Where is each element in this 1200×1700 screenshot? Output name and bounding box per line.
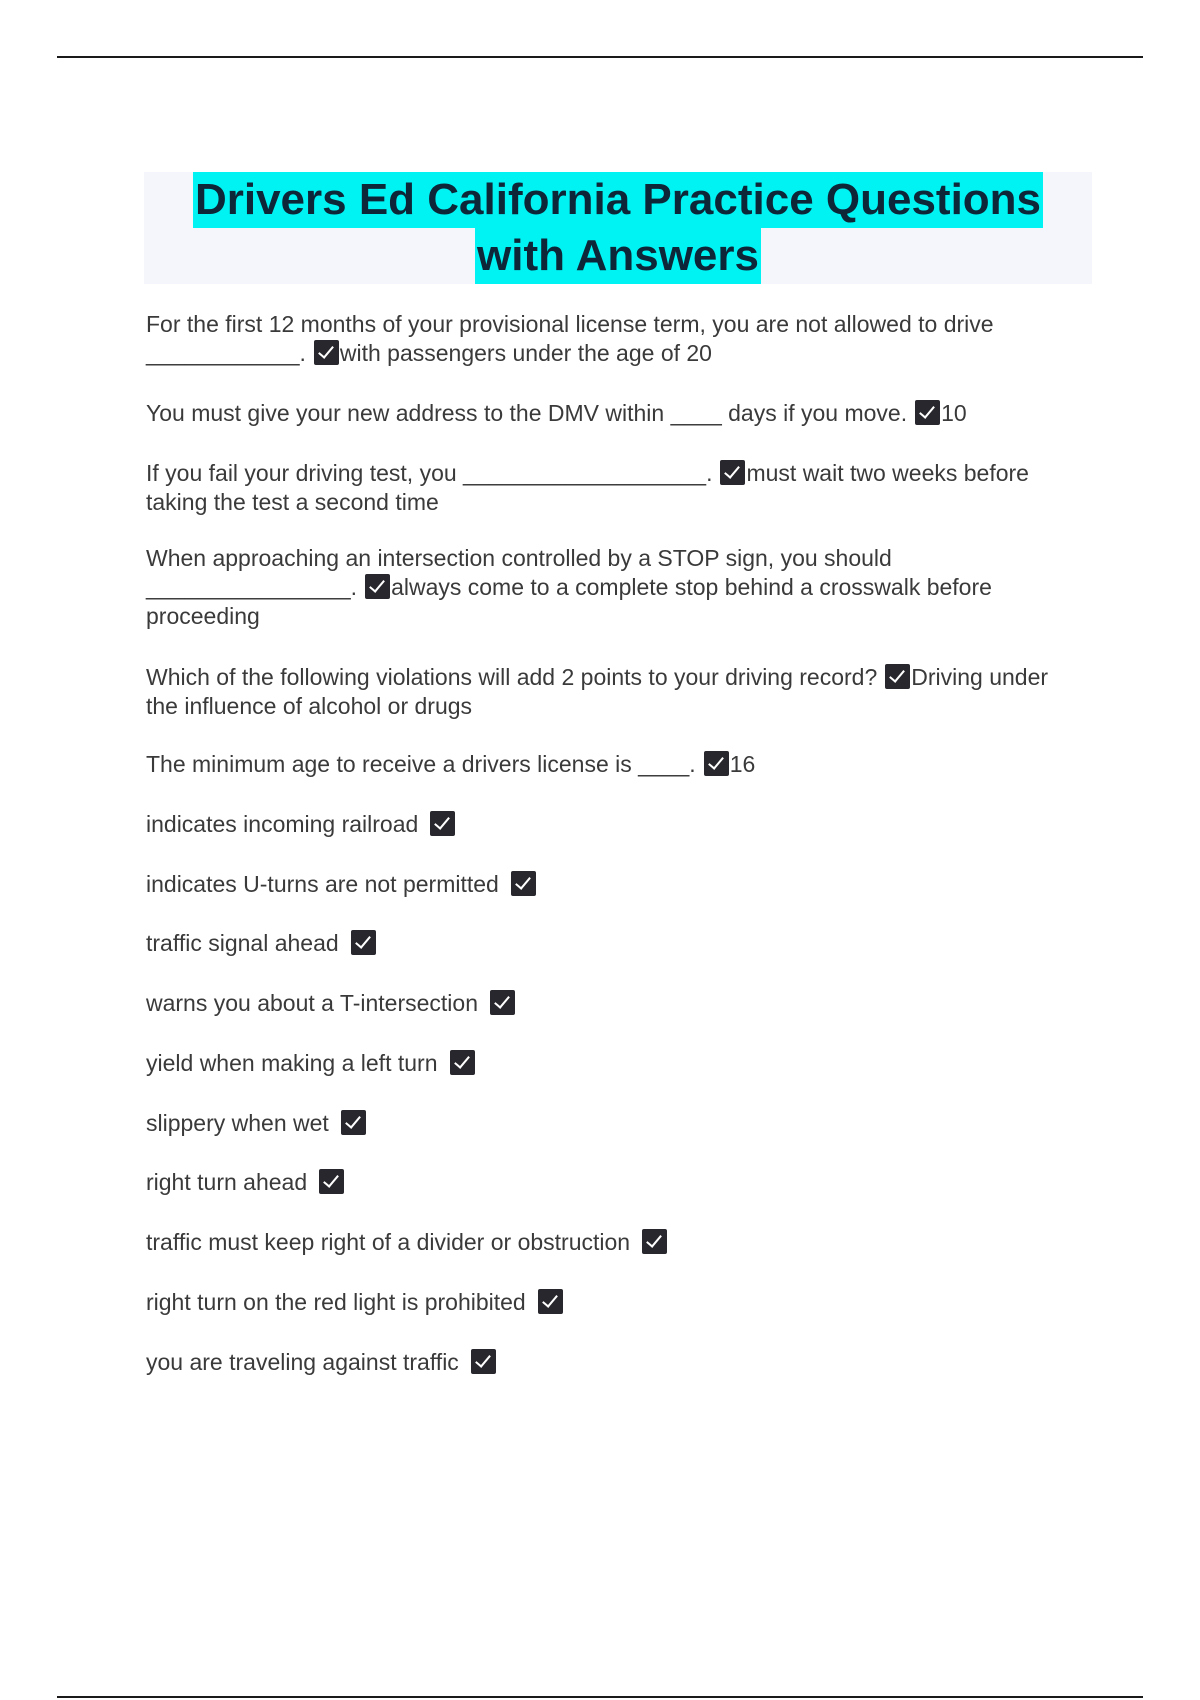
qa-item	[146, 459, 1086, 517]
checkbox-checked-icon	[450, 1050, 475, 1075]
checkbox-checked-icon	[885, 664, 910, 689]
question-text: you are traveling against traffic	[146, 1349, 459, 1375]
question-text: indicates incoming railroad	[146, 811, 419, 837]
question-text: yield when making a left turn	[146, 1050, 438, 1076]
checkbox-checked-icon	[341, 1110, 366, 1135]
checkbox-checked-icon	[365, 574, 390, 599]
checkbox-checked-icon	[430, 811, 455, 836]
checkbox-checked-icon	[538, 1289, 563, 1314]
question-text: You must give your new address to the DMV within ____ days if you move.	[146, 400, 908, 426]
qa-item	[146, 810, 1086, 839]
checkbox-checked-icon	[720, 460, 745, 485]
question-text: The minimum age to receive a drivers license is ____.	[146, 751, 696, 777]
checkbox-checked-icon	[642, 1229, 667, 1254]
answer-text: 10	[941, 400, 967, 426]
checkbox-checked-icon	[314, 340, 339, 365]
answer-text: always come to a complete stop behind a crosswalk before proceeding	[146, 574, 992, 629]
checkbox-checked-icon	[490, 990, 515, 1015]
question-text: traffic must keep right of a divider or obstruction	[146, 1229, 631, 1255]
qa-item	[146, 663, 1086, 721]
answer-text: Driving under the influence of alcohol or drugs	[146, 664, 1049, 719]
page-title-line-1: Drivers Ed California Practice Questions	[193, 172, 1043, 228]
checkbox-checked-icon	[704, 751, 729, 776]
title-banner	[144, 172, 1092, 284]
question-text: right turn on the red light is prohibited	[146, 1289, 526, 1315]
answer-text: 16	[729, 751, 756, 777]
qa-item	[146, 1228, 1086, 1257]
qa-item	[146, 1168, 1086, 1197]
qa-item	[146, 1109, 1086, 1138]
question-text: Which of the following violations will add 2 points to your driving record?	[146, 664, 878, 690]
checkbox-checked-icon	[351, 930, 376, 955]
header-rule	[57, 56, 1143, 58]
checkbox-checked-icon	[319, 1169, 344, 1194]
qa-item	[146, 870, 1086, 899]
qa-item	[146, 544, 1086, 631]
question-text: indicates U-turns are not permitted	[146, 871, 499, 897]
question-text: If you fail your driving test, you ___________________.	[146, 460, 713, 486]
qa-list	[146, 310, 1086, 1377]
question-text: When approaching an intersection controlled by a STOP sign, you should ________________.	[146, 545, 892, 600]
qa-item	[146, 989, 1086, 1018]
qa-item	[146, 750, 1086, 779]
question-text: traffic signal ahead	[146, 930, 339, 956]
qa-item	[146, 1348, 1086, 1377]
qa-item	[146, 929, 1086, 958]
qa-item	[146, 310, 1086, 368]
question-text: right turn ahead	[146, 1169, 308, 1195]
qa-item	[146, 1288, 1086, 1317]
qa-item	[146, 399, 1086, 428]
answer-text: with passengers under the age of 20	[339, 340, 712, 366]
checkbox-checked-icon	[915, 400, 940, 425]
question-text: slippery when wet	[146, 1110, 329, 1136]
page-title-line-2: with Answers	[475, 228, 761, 284]
footer-rule	[57, 1696, 1143, 1698]
qa-item	[146, 1049, 1086, 1078]
question-text: For the first 12 months of your provisional license term, you are not allowed to drive ____________.	[146, 311, 994, 366]
question-text: warns you about a T-intersection	[146, 990, 478, 1016]
checkbox-checked-icon	[471, 1349, 496, 1374]
checkbox-checked-icon	[511, 871, 536, 896]
answer-text: must wait two weeks before taking the test a second time	[146, 460, 1029, 515]
